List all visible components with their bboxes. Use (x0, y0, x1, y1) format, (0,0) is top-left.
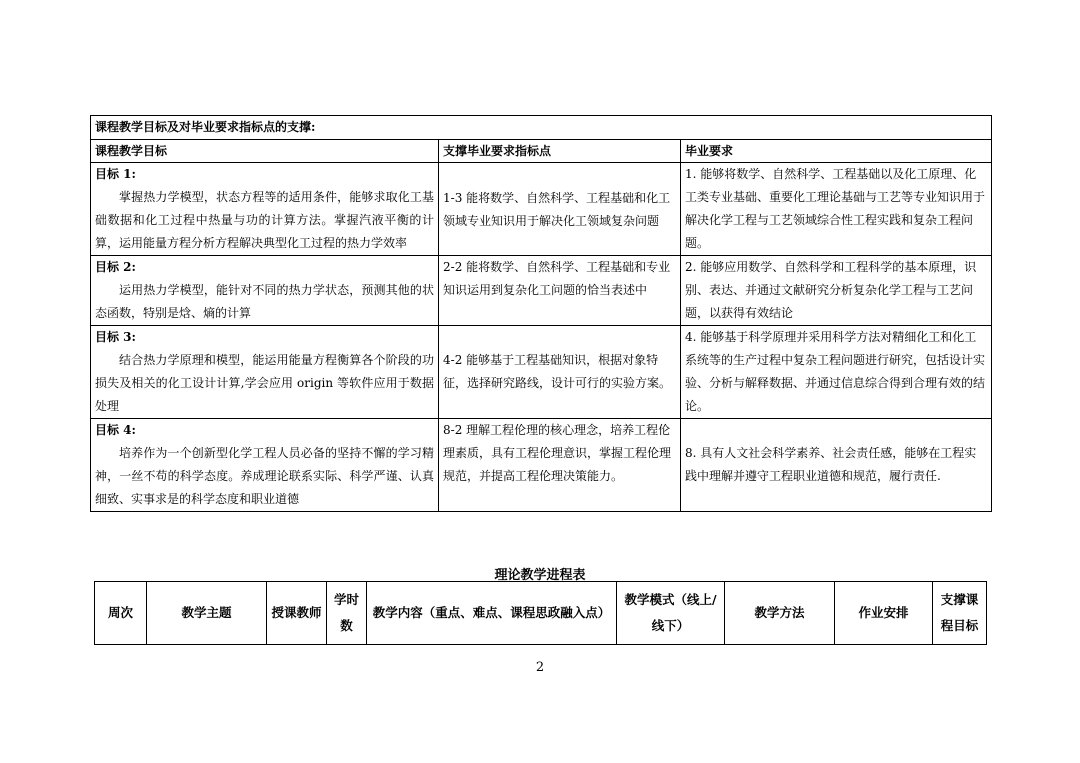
header-method: 教学方法 (725, 582, 835, 645)
indicator-text: 8-2 理解工程伦理的核心理念，培养工程伦理素质，具有工程伦理意识，掌握工程伦理规范，并提高工程伦理决策能力。 (443, 423, 672, 483)
requirement-cell (681, 326, 992, 419)
header-topic: 教学主题 (147, 582, 267, 645)
schedule-table (94, 581, 987, 645)
goal-title: 目标 1: (95, 167, 136, 181)
indicator-cell (439, 163, 681, 256)
goal-cell (91, 256, 439, 326)
goal-description: 结合热力学原理和模型，能运用能量方程衡算各个阶段的功损失及相关的化工设计计算,学会应用 origin 等软件应用于数据处理 (95, 353, 434, 413)
goal-cell (91, 326, 439, 419)
requirement-cell (681, 419, 992, 512)
indicator-cell (439, 419, 681, 512)
goal-title: 目标 2: (95, 260, 136, 274)
header-hours: 学时数 (327, 582, 367, 645)
goal-cell (91, 419, 439, 512)
course-goals-table (90, 115, 992, 512)
table-caption-row (91, 116, 992, 140)
requirement-cell (681, 163, 992, 256)
header-indicator: 支撑毕业要求指标点 (439, 140, 681, 163)
requirement-text: 1. 能够将数学、自然科学、工程基础以及化工原理、化工类专业基础、重要化工理论基础与工艺等专业知识用于解决化学工程与工艺领域综合性工程实践和复杂工程问题。 (685, 167, 986, 250)
schedule-header-row (95, 582, 987, 645)
goal-cell (91, 163, 439, 256)
table-caption: 课程教学目标及对毕业要求指标点的支撑: (91, 116, 992, 140)
table-header-row (91, 140, 992, 163)
requirement-text: 8. 具有人文社会科学素养、社会责任感，能够在工程实践中理解并遵守工程职业道德和规范，履行责任. (685, 446, 977, 483)
indicator-cell (439, 256, 681, 326)
table-row (91, 256, 992, 326)
goal-title: 目标 3: (95, 330, 136, 344)
page-number: 2 (535, 660, 545, 675)
header-content: 教学内容（重点、难点、课程思政融入点） (367, 582, 617, 645)
schedule-title: 理论教学进程表 (494, 568, 586, 583)
goal-description: 掌握热力学模型，状态方程等的适用条件，能够求取化工基础数据和化工过程中热量与功的计算方法。掌握汽液平衡的计算，运用能量方程分析方程解决典型化工过程的热力学效率 (95, 190, 434, 250)
goal-title: 目标 4: (95, 423, 136, 437)
header-supported-goal: 支撑课程目标 (933, 582, 987, 645)
header-requirement: 毕业要求 (681, 140, 992, 163)
header-mode: 教学模式（线上/线下） (617, 582, 725, 645)
indicator-text: 2-2 能将数学、自然科学、工程基础和专业知识运用到复杂化工问题的恰当表述中 (443, 260, 671, 297)
table-row (91, 326, 992, 419)
header-course-goal: 课程教学目标 (91, 140, 439, 163)
goal-description: 培养作为一个创新型化学工程人员必备的坚持不懈的学习精神，一丝不苟的科学态度。养成理论联系实际、科学严谨、认真细致、实事求是的科学态度和职业道德 (95, 446, 434, 506)
requirement-text: 4. 能够基于科学原理并采用科学方法对精细化工和化工系统等的生产过程中复杂工程问题进行研究，包括设计实验、分析与解释数据、并通过信息综合得到合理有效的结论。 (685, 330, 986, 413)
table-row (91, 163, 992, 256)
indicator-text: 1-3 能将数学、自然科学、工程基础和化工领域专业知识用于解决化工领域复杂问题 (443, 191, 671, 228)
goal-description: 运用热力学模型，能针对不同的热力学状态，预测其他的状态函数，特别是焓、熵的计算 (95, 283, 434, 320)
indicator-cell (439, 326, 681, 419)
indicator-text: 4-2 能够基于工程基础知识，根据对象特征，选择研究路线，设计可行的实验方案。 (443, 353, 672, 390)
header-week: 周次 (95, 582, 147, 645)
requirement-text: 2. 能够应用数学、自然科学和工程科学的基本原理，识别、表达、并通过文献研究分析复杂化学工程与工艺问题，以获得有效结论 (685, 260, 977, 320)
table-row (91, 419, 992, 512)
requirement-cell (681, 256, 992, 326)
header-homework: 作业安排 (835, 582, 933, 645)
header-teacher: 授课教师 (267, 582, 327, 645)
